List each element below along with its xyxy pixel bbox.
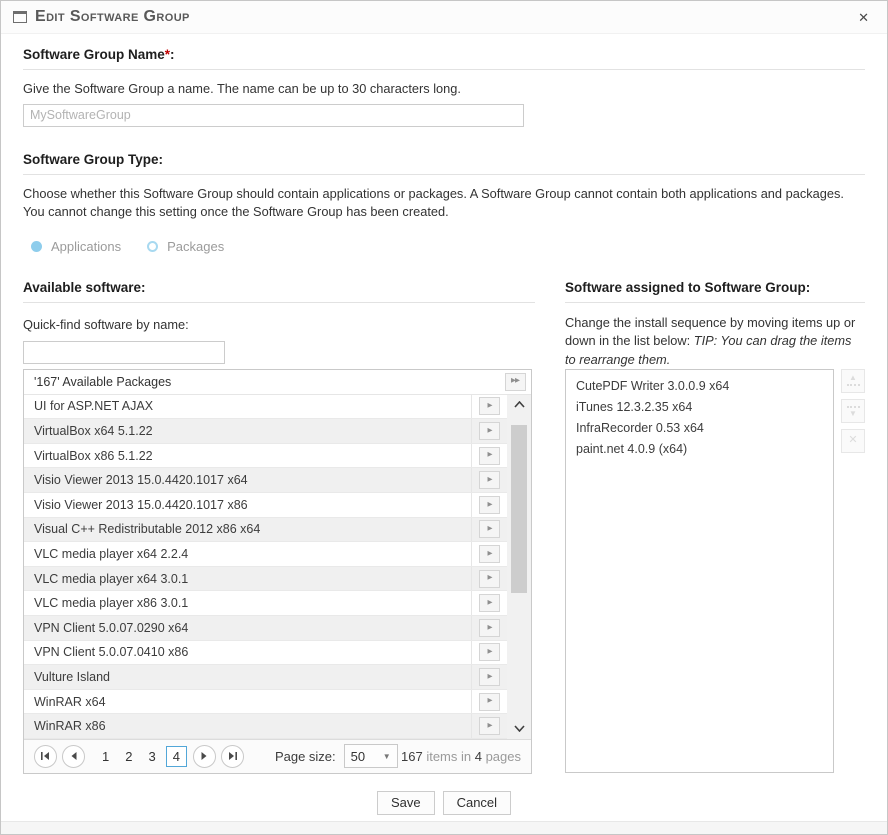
available-software-row[interactable] <box>24 468 507 493</box>
row-button-cell <box>471 567 507 591</box>
page-size-value: 50 <box>350 748 366 764</box>
row-button-cell <box>471 591 507 615</box>
available-software-row[interactable] <box>24 419 507 444</box>
assigned-heading: Software assigned to Software Group: <box>565 279 811 295</box>
add-all-button[interactable] <box>505 373 526 391</box>
software-name: WinRAR x64 <box>34 694 106 709</box>
prev-page-button[interactable] <box>62 745 85 768</box>
divider <box>23 69 865 70</box>
move-up-icon-dots <box>847 384 860 386</box>
available-software-list <box>23 369 532 774</box>
assigned-software-item[interactable]: paint.net 4.0.9 (x64) <box>576 441 688 456</box>
radio-packages-label: Packages <box>167 238 225 254</box>
name-section <box>23 47 865 127</box>
software-name: UI for ASP.NET AJAX <box>34 399 154 414</box>
type-section-description: Choose whether this Software Group should contain applications or packages. A Software Group cannot contain both applications and packages. You cannot change this setting once the Software Group has been created. <box>23 185 844 220</box>
available-software-row[interactable] <box>24 665 507 690</box>
radio-selected-icon <box>31 241 42 252</box>
available-software-row[interactable] <box>24 591 507 616</box>
software-name: VirtualBox x86 5.1.22 <box>34 448 153 463</box>
add-item-icon: ▶ <box>487 549 492 557</box>
row-button-cell <box>471 616 507 640</box>
move-down-button[interactable] <box>841 399 865 423</box>
add-item-button[interactable] <box>479 545 500 563</box>
add-item-icon: ▶ <box>487 623 492 631</box>
row-button-cell <box>471 518 507 542</box>
page-number-2[interactable]: 2 <box>125 748 133 764</box>
add-item-icon: ▶ <box>487 574 492 582</box>
dialog-actions <box>23 791 865 815</box>
reorder-buttons <box>841 369 865 459</box>
page-number-3[interactable]: 3 <box>148 748 156 764</box>
available-header-row[interactable] <box>24 370 531 395</box>
move-down-icon: ▼ <box>849 408 857 418</box>
row-button-cell <box>471 714 507 738</box>
add-item-button[interactable] <box>479 397 500 415</box>
software-name: Visio Viewer 2013 15.0.4420.1017 x64 <box>34 473 248 488</box>
row-button-cell <box>471 444 507 468</box>
remove-icon: ✕ <box>848 434 858 447</box>
move-up-icon: ▲ <box>849 372 857 382</box>
available-software-row[interactable] <box>24 493 507 518</box>
radio-applications-label: Applications <box>51 238 122 254</box>
available-software-row[interactable] <box>24 616 507 641</box>
scrollbar-track[interactable] <box>507 415 531 719</box>
add-item-icon: ▶ <box>487 451 492 459</box>
close-icon[interactable]: ✕ <box>858 9 869 25</box>
row-button-cell <box>471 690 507 714</box>
required-mark: * <box>164 47 171 62</box>
dialog-bottom-strip <box>1 821 887 834</box>
available-software-row[interactable] <box>24 690 507 715</box>
dialog-title: Edit Software Group <box>35 8 190 25</box>
software-name: Vulture Island <box>34 669 110 684</box>
available-software-row[interactable] <box>24 444 507 469</box>
name-section-label: Software Group Name*: <box>23 47 175 62</box>
add-item-icon: ▶ <box>487 402 492 410</box>
type-radio-group <box>23 239 865 254</box>
add-item-button[interactable] <box>479 520 500 538</box>
first-page-button[interactable] <box>34 745 57 768</box>
radio-unselected-icon <box>147 241 158 252</box>
assigned-description: Change the install sequence by moving items up or down in the list below: TIP: You can drag the items to rearrange them. <box>565 314 856 367</box>
row-button-cell <box>499 370 531 394</box>
name-section-description: Give the Software Group a name. The name can be up to 30 characters long. <box>23 81 461 96</box>
page-size-label: Page size: <box>274 748 336 764</box>
cancel-button[interactable]: Cancel <box>443 791 511 815</box>
assigned-software-list[interactable] <box>565 369 834 773</box>
add-item-button[interactable] <box>479 668 500 686</box>
add-item-button[interactable] <box>479 422 500 440</box>
add-item-button[interactable] <box>479 496 500 514</box>
caret-down-icon: ▼ <box>382 751 391 761</box>
software-name: VPN Client 5.0.07.0410 x86 <box>34 645 189 660</box>
pager <box>24 739 531 773</box>
radio-packages <box>147 239 224 254</box>
save-button[interactable]: Save <box>377 791 435 815</box>
row-button-cell <box>471 665 507 689</box>
add-item-icon: ▶ <box>487 475 492 483</box>
remove-item-button[interactable] <box>841 429 865 453</box>
add-item-button[interactable] <box>479 447 500 465</box>
available-software-row[interactable] <box>24 641 507 666</box>
move-down-icon-dots <box>847 406 860 408</box>
assigned-software-item[interactable]: InfraRecorder 0.53 x64 <box>576 420 704 435</box>
last-page-button[interactable] <box>221 745 244 768</box>
available-heading: Available software: <box>23 279 146 295</box>
scroll-down-icon[interactable] <box>507 719 531 739</box>
available-software-row[interactable] <box>24 714 507 739</box>
assigned-software-item[interactable]: iTunes 12.3.2.35 x64 <box>576 399 693 414</box>
software-name: VirtualBox x64 5.1.22 <box>34 424 153 439</box>
add-item-icon: ▶ <box>487 500 492 508</box>
row-button-cell <box>471 419 507 443</box>
add-item-button[interactable] <box>479 693 500 711</box>
row-button-cell <box>471 395 507 419</box>
vertical-scrollbar[interactable] <box>507 395 531 739</box>
add-item-button[interactable] <box>479 471 500 489</box>
move-up-button[interactable] <box>841 369 865 393</box>
add-item-button[interactable] <box>479 619 500 637</box>
quick-find-label: Quick-find software by name: <box>23 316 189 332</box>
software-name: Visio Viewer 2013 15.0.4420.1017 x86 <box>34 497 248 512</box>
add-item-icon: ▶ <box>487 697 492 705</box>
add-item-button[interactable] <box>479 594 500 612</box>
software-name: VPN Client 5.0.07.0290 x64 <box>34 620 189 635</box>
page-number-4[interactable]: 4 <box>166 746 187 767</box>
scroll-up-icon[interactable] <box>507 395 531 415</box>
assigned-software-item[interactable]: CutePDF Writer 3.0.0.9 x64 <box>576 378 730 393</box>
add-item-button[interactable] <box>479 717 500 735</box>
row-button-cell <box>471 542 507 566</box>
page-size-select[interactable] <box>344 744 398 768</box>
software-name: Visual C++ Redistributable 2012 x86 x64 <box>34 522 261 537</box>
dialog-header <box>1 1 887 34</box>
add-all-icon: ▶▶ <box>511 377 519 385</box>
add-item-icon: ▶ <box>487 721 492 729</box>
available-header-label: '167' Available Packages <box>34 374 172 389</box>
row-button-cell <box>471 493 507 517</box>
available-software-row[interactable] <box>24 518 507 543</box>
scrollbar-thumb[interactable] <box>511 425 527 593</box>
available-software-row[interactable] <box>24 567 507 592</box>
radio-applications <box>31 239 121 254</box>
software-name: VLC media player x64 2.2.4 <box>34 547 189 561</box>
available-software-rows <box>24 395 507 739</box>
add-item-icon: ▶ <box>487 648 492 656</box>
software-group-name-input[interactable] <box>23 104 524 127</box>
type-section-label: Software Group Type: <box>23 151 164 167</box>
add-item-icon: ▶ <box>487 426 492 434</box>
add-item-icon: ▶ <box>487 672 492 680</box>
type-section <box>23 152 865 254</box>
pager-summary: 167 items in 4 pages <box>401 748 521 764</box>
page-number-1[interactable]: 1 <box>102 748 110 764</box>
software-name: WinRAR x86 <box>34 719 106 734</box>
available-software-row[interactable] <box>24 542 507 567</box>
divider <box>23 174 865 175</box>
available-software-row[interactable] <box>24 395 507 420</box>
add-item-icon: ▶ <box>487 525 492 533</box>
software-name: VLC media player x64 3.0.1 <box>34 571 189 586</box>
add-item-button[interactable] <box>479 643 500 661</box>
software-name: VLC media player x86 3.0.1 <box>34 596 189 611</box>
assigned-tip: TIP: You can drag the items to rearrange them. <box>565 333 852 367</box>
assigned-software-column <box>565 280 865 773</box>
row-button-cell <box>471 468 507 492</box>
next-page-button[interactable] <box>193 745 216 768</box>
add-item-icon: ▶ <box>487 598 492 606</box>
window-icon <box>13 11 27 23</box>
pager-pages <box>94 746 189 767</box>
quick-find-input[interactable] <box>23 341 225 364</box>
row-button-cell <box>471 641 507 665</box>
add-item-button[interactable] <box>479 570 500 588</box>
available-software-column <box>23 280 535 774</box>
